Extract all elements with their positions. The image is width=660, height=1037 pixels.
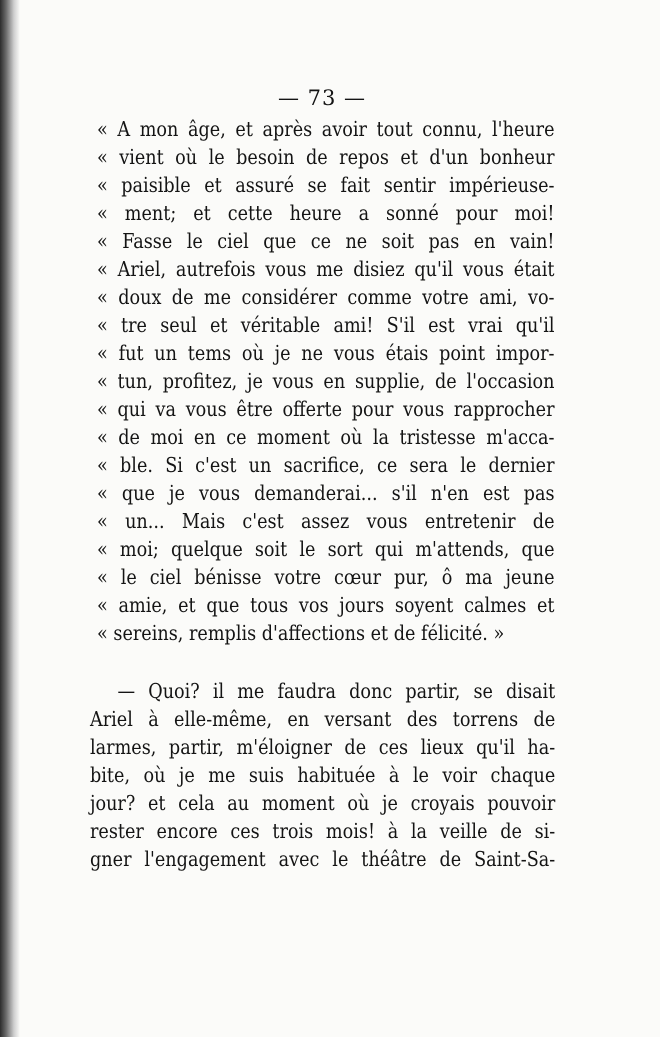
quote-line: « paisible et assuré se fait sentir impérieuse-: [97, 173, 555, 197]
quote-line: « de moi en ce moment où la tristesse m'acca-: [97, 425, 555, 449]
quote-line: « sereins, remplis d'affections et de félicité. »: [97, 621, 505, 645]
quote-line: « ble. Si c'est un sacrifice, ce sera le dernier: [97, 453, 555, 477]
page-number: — 73 —: [277, 86, 367, 110]
quote-line: « A mon âge, et après avoir tout connu, l'heure: [97, 117, 555, 141]
quote-line: « fut un tems où je ne vous étais point impor-: [97, 341, 555, 365]
quote-line: « amie, et que tous vos jours soyent calmes et: [97, 593, 555, 617]
quote-line: « que je vous demanderai... s'il n'en est pas: [97, 481, 555, 505]
quote-line: « un... Mais c'est assez vous entretenir de: [97, 509, 555, 533]
quote-line: « Ariel, autrefois vous me disiez qu'il vous était: [97, 257, 555, 281]
paragraph-line: — Quoi? il me faudra donc partir, se disait: [117, 679, 556, 703]
paragraph-line: rester encore ces trois mois! à la veille de si-: [90, 819, 556, 843]
quote-line: « qui va vous être offerte pour vous rapprocher: [97, 397, 555, 421]
quote-line: « tun, profitez, je vous en supplie, de l'occasion: [97, 369, 555, 393]
quote-line: « le ciel bénisse votre cœur pur, ô ma jeune: [97, 565, 555, 589]
letter-quote: [97, 115, 555, 647]
narrative-paragraph: [90, 677, 556, 873]
quote-line: « doux de me considérer comme votre ami, vo-: [97, 285, 555, 309]
quote-line: « moi; quelque soit le sort qui m'attends, que: [97, 537, 555, 561]
paragraph-line: gner l'engagement avec le théâtre de Saint-Sa-: [90, 847, 556, 871]
paragraph-line: larmes, partir, m'éloigner de ces lieux qu'il ha-: [90, 735, 556, 759]
paragraph-line: jour? et cela au moment où je croyais pouvoir: [90, 791, 556, 815]
quote-line: « tre seul et véritable ami! S'il est vrai qu'il: [97, 313, 555, 337]
page-binding-shadow: [0, 0, 20, 1037]
quote-line: « ment; et cette heure a sonné pour moi!: [97, 201, 555, 225]
quote-line: « vient où le besoin de repos et d'un bonheur: [97, 145, 555, 169]
paragraph-line: bite, où je me suis habituée à le voir chaque: [90, 763, 556, 787]
paragraph-line: Ariel à elle-même, en versant des torrens de: [90, 707, 556, 731]
quote-line: « Fasse le ciel que ce ne soit pas en vain!: [97, 229, 555, 253]
